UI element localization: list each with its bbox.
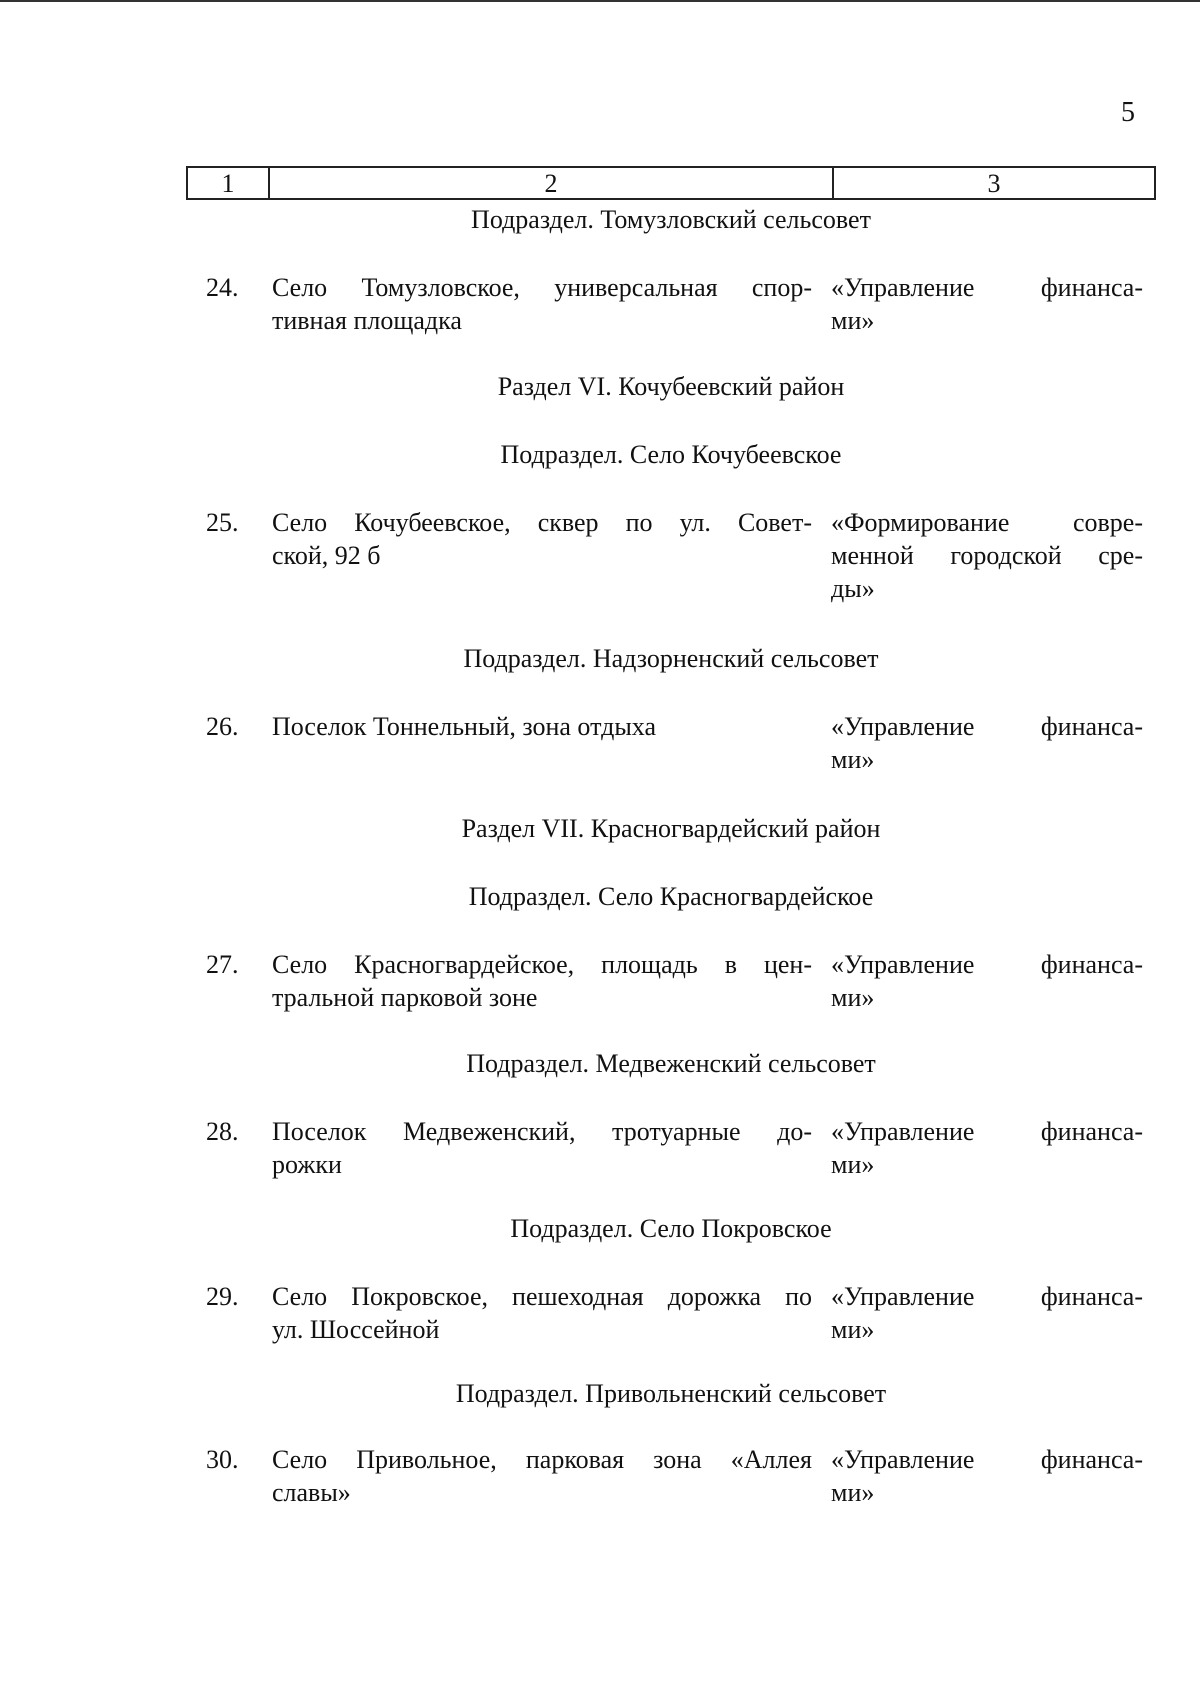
column-number-3: 3 xyxy=(987,168,1001,198)
object-description xyxy=(272,710,812,743)
description-line: тральной парковой зоне xyxy=(272,983,538,1012)
description-line: Село Томузловское, универсальная спор- xyxy=(272,273,812,302)
row-number: 24. xyxy=(206,273,239,302)
program-line: «Управление финанса- xyxy=(831,712,1143,741)
description-line: Село Покровское, пешеходная дорожка по xyxy=(272,1282,812,1311)
program-line: «Управление финанса- xyxy=(831,1282,1143,1311)
column-number-2: 2 xyxy=(270,168,834,198)
description-line: Село Кочубеевское, сквер по ул. Совет- xyxy=(272,508,812,537)
subsection-heading: Подраздел. Медвеженский сельсовет xyxy=(466,1049,876,1078)
row-number: 30. xyxy=(206,1445,239,1474)
row-number: 27. xyxy=(206,950,239,979)
object-description xyxy=(272,1280,812,1346)
description-line: Поселок Медвеженский, тротуарные до- xyxy=(272,1117,812,1146)
top-border-rule xyxy=(0,0,1200,2)
object-description xyxy=(272,271,812,337)
description-line: рожки xyxy=(272,1150,342,1179)
row-number: 29. xyxy=(206,1282,239,1311)
row-number: 28. xyxy=(206,1117,239,1146)
program-line: ми» xyxy=(831,1478,875,1507)
program-line: ми» xyxy=(831,1315,875,1344)
description-line: ул. Шоссейной xyxy=(272,1315,440,1344)
program-line: «Управление финанса- xyxy=(831,1117,1143,1146)
program-name xyxy=(831,271,1143,337)
section-heading: Раздел VII. Красногвардейский район xyxy=(461,814,881,843)
description-line: славы» xyxy=(272,1478,351,1507)
program-line: «Управление финанса- xyxy=(831,1445,1143,1474)
page-number: 5 xyxy=(1121,97,1135,128)
column-number-1: 1 xyxy=(188,168,270,198)
description-line: Село Красногвардейское, площадь в цен- xyxy=(272,950,812,979)
program-line: «Формирование совре- xyxy=(831,508,1143,537)
program-line: ми» xyxy=(831,306,875,335)
program-name xyxy=(831,1280,1143,1346)
description-line: Село Привольное, парковая зона «Аллея xyxy=(272,1445,812,1474)
subsection-heading: Подраздел. Томузловский сельсовет xyxy=(471,205,871,234)
object-description xyxy=(272,506,812,572)
program-line: ми» xyxy=(831,745,875,774)
subsection-heading: Подраздел. Село Кочубеевское xyxy=(500,440,842,469)
program-name xyxy=(831,506,1143,605)
description-line: ской, 92 б xyxy=(272,541,381,570)
subsection-heading: Подраздел. Село Покровское xyxy=(510,1214,832,1243)
section-heading: Раздел VI. Кочубеевский район xyxy=(497,372,845,401)
description-line: тивная площадка xyxy=(272,306,462,335)
subsection-heading: Подраздел. Село Красногвардейское xyxy=(468,882,874,911)
object-description xyxy=(272,1443,812,1509)
description-line: Поселок Тоннельный, зона отдыха xyxy=(272,712,656,741)
object-description xyxy=(272,948,812,1014)
program-line: ды» xyxy=(831,574,875,603)
row-number: 25. xyxy=(206,508,239,537)
program-name xyxy=(831,1443,1143,1509)
program-name xyxy=(831,710,1143,776)
program-name xyxy=(831,948,1143,1014)
program-name xyxy=(831,1115,1143,1181)
subsection-heading: Подраздел. Надзорненский сельсовет xyxy=(463,644,879,673)
program-line: «Управление финанса- xyxy=(831,273,1143,302)
subsection-heading: Подраздел. Привольненский сельсовет xyxy=(455,1379,887,1408)
table-header-row xyxy=(186,166,1156,200)
row-number: 26. xyxy=(206,712,239,741)
program-line: менной городской сре- xyxy=(831,541,1143,570)
program-line: ми» xyxy=(831,983,875,1012)
program-line: «Управление финанса- xyxy=(831,950,1143,979)
object-description xyxy=(272,1115,812,1181)
program-line: ми» xyxy=(831,1150,875,1179)
